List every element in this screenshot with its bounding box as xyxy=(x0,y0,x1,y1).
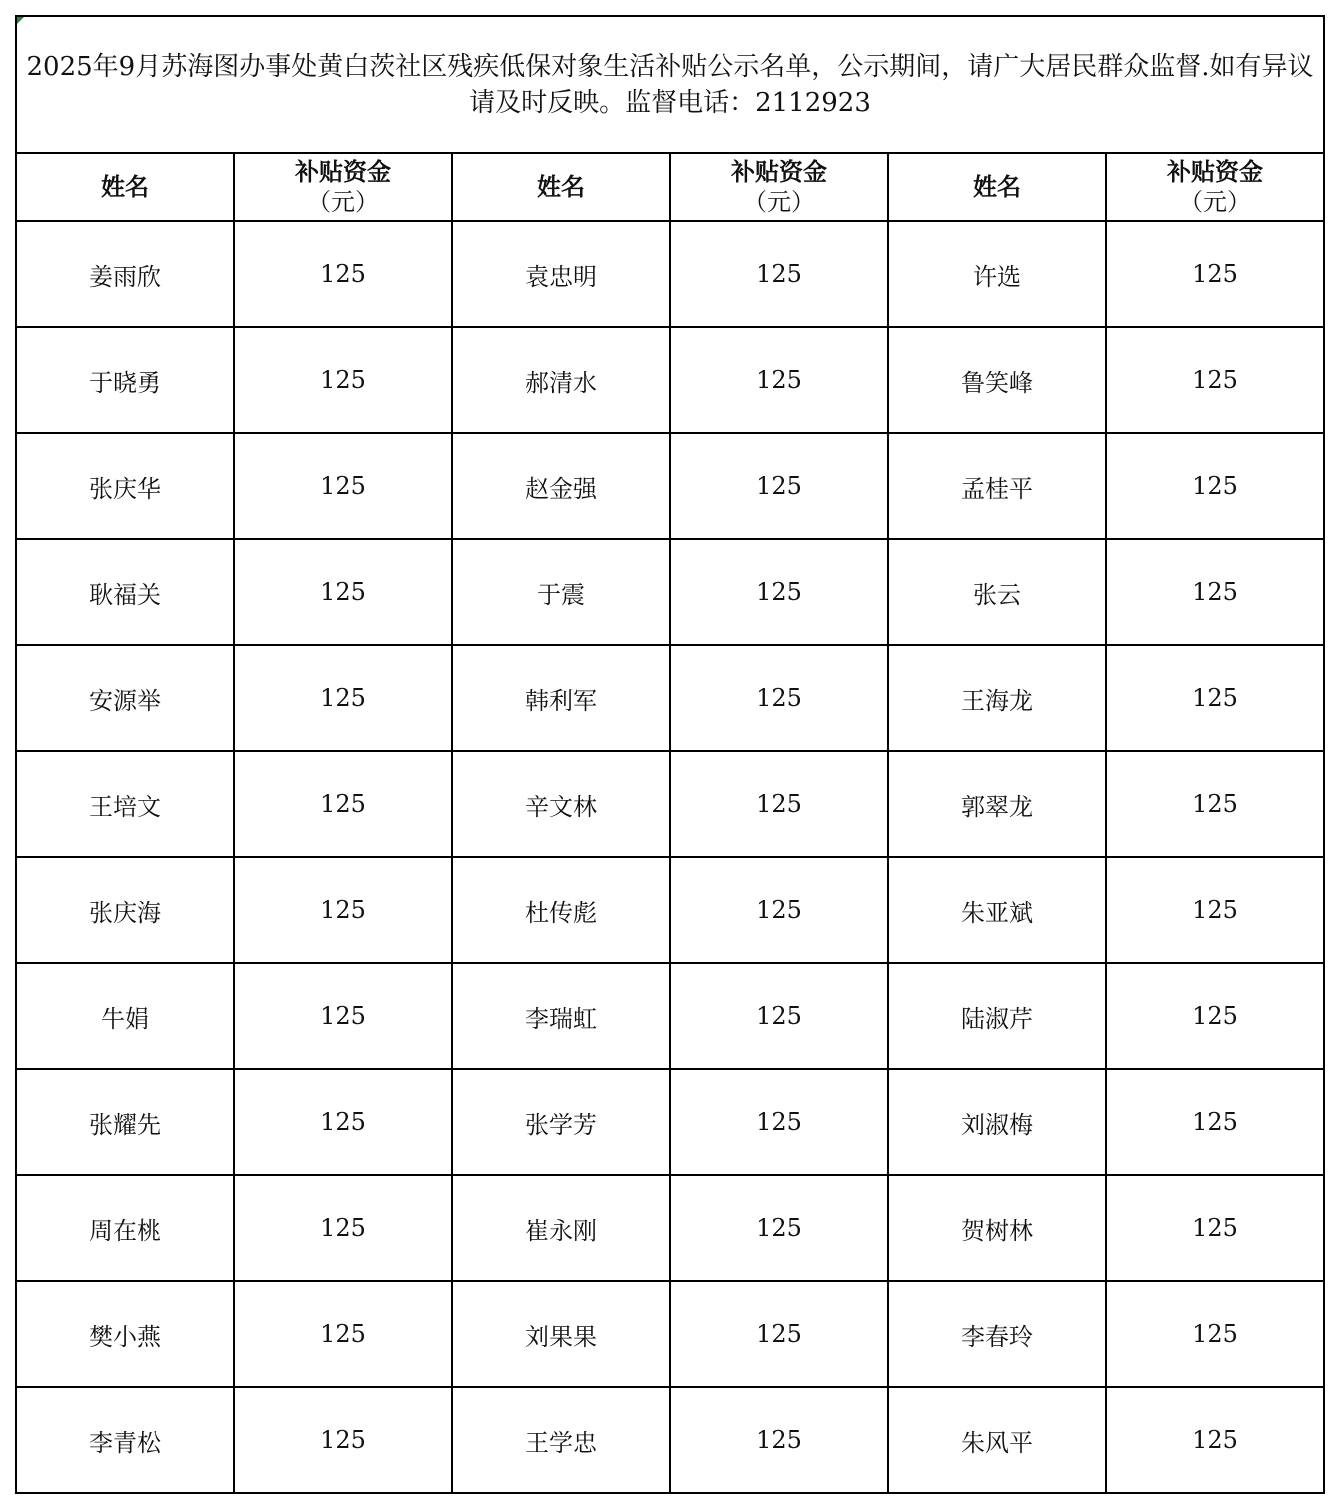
header-row xyxy=(16,153,1324,221)
person-name: 袁忠明 xyxy=(452,221,670,327)
subsidy-amount: 125 xyxy=(234,539,452,645)
subsidy-amount: 125 xyxy=(670,1281,888,1387)
table-body xyxy=(16,221,1324,1493)
person-name: 张庆华 xyxy=(16,433,234,539)
subsidy-amount: 125 xyxy=(1106,539,1324,645)
subsidy-amount: 125 xyxy=(234,751,452,857)
subsidy-amount: 125 xyxy=(234,1175,452,1281)
person-name: 李瑞虹 xyxy=(452,963,670,1069)
person-name: 郝清水 xyxy=(452,327,670,433)
subsidy-amount: 125 xyxy=(234,1387,452,1493)
person-name: 樊小燕 xyxy=(16,1281,234,1387)
table-row xyxy=(16,645,1324,751)
subsidy-amount: 125 xyxy=(1106,751,1324,857)
person-name: 李青松 xyxy=(16,1387,234,1493)
person-name: 姜雨欣 xyxy=(16,221,234,327)
table-row xyxy=(16,327,1324,433)
table-row xyxy=(16,433,1324,539)
person-name: 王培文 xyxy=(16,751,234,857)
subsidy-amount: 125 xyxy=(234,963,452,1069)
table-row xyxy=(16,857,1324,963)
subsidy-amount: 125 xyxy=(670,1175,888,1281)
table-row xyxy=(16,1175,1324,1281)
person-name: 于晓勇 xyxy=(16,327,234,433)
subsidy-amount: 125 xyxy=(234,1281,452,1387)
subsidy-amount: 125 xyxy=(234,327,452,433)
person-name: 李春玲 xyxy=(888,1281,1106,1387)
subsidy-amount: 125 xyxy=(1106,433,1324,539)
person-name: 于震 xyxy=(452,539,670,645)
subsidy-table xyxy=(15,15,1325,1494)
header-amount-2: 补贴资金 （元） xyxy=(670,153,888,221)
table-row xyxy=(16,751,1324,857)
person-name: 韩利军 xyxy=(452,645,670,751)
subsidy-amount: 125 xyxy=(670,963,888,1069)
person-name: 牛娟 xyxy=(16,963,234,1069)
subsidy-amount: 125 xyxy=(234,1069,452,1175)
person-name: 许选 xyxy=(888,221,1106,327)
header-amount-3: 补贴资金 （元） xyxy=(1106,153,1324,221)
subsidy-amount: 125 xyxy=(670,1387,888,1493)
person-name: 刘淑梅 xyxy=(888,1069,1106,1175)
subsidy-amount: 125 xyxy=(670,1069,888,1175)
person-name: 王海龙 xyxy=(888,645,1106,751)
table-row xyxy=(16,963,1324,1069)
table-row xyxy=(16,1069,1324,1175)
person-name: 张学芳 xyxy=(452,1069,670,1175)
header-name-2: 姓名 xyxy=(452,153,670,221)
subsidy-amount: 125 xyxy=(670,539,888,645)
person-name: 张庆海 xyxy=(16,857,234,963)
person-name: 安源举 xyxy=(16,645,234,751)
subsidy-amount: 125 xyxy=(1106,857,1324,963)
person-name: 辛文林 xyxy=(452,751,670,857)
subsidy-amount: 125 xyxy=(234,433,452,539)
person-name: 张耀先 xyxy=(16,1069,234,1175)
header-amount-1: 补贴资金 （元） xyxy=(234,153,452,221)
subsidy-amount: 125 xyxy=(670,857,888,963)
subsidy-amount: 125 xyxy=(1106,1387,1324,1493)
person-name: 赵金强 xyxy=(452,433,670,539)
subsidy-amount: 125 xyxy=(670,327,888,433)
subsidy-amount: 125 xyxy=(670,221,888,327)
spreadsheet xyxy=(15,15,1325,1496)
header-name-3: 姓名 xyxy=(888,153,1106,221)
person-name: 孟桂平 xyxy=(888,433,1106,539)
person-name: 周在桃 xyxy=(16,1175,234,1281)
person-name: 朱风平 xyxy=(888,1387,1106,1493)
person-name: 郭翠龙 xyxy=(888,751,1106,857)
person-name: 陆淑芹 xyxy=(888,963,1106,1069)
table-row xyxy=(16,539,1324,645)
person-name: 崔永刚 xyxy=(452,1175,670,1281)
header-name-1: 姓名 xyxy=(16,153,234,221)
subsidy-amount: 125 xyxy=(1106,1175,1324,1281)
subsidy-amount: 125 xyxy=(1106,963,1324,1069)
subsidy-amount: 125 xyxy=(1106,1069,1324,1175)
subsidy-amount: 125 xyxy=(670,433,888,539)
subsidy-amount: 125 xyxy=(670,645,888,751)
person-name: 耿福关 xyxy=(16,539,234,645)
subsidy-amount: 125 xyxy=(234,645,452,751)
subsidy-amount: 125 xyxy=(234,221,452,327)
notice-title: 2025年9月苏海图办事处黄白茨社区残疾低保对象生活补贴公示名单，公示期间，请广大居民群众监督.如有异议请及时反映。监督电话：2112923 xyxy=(16,16,1324,153)
table-row xyxy=(16,1281,1324,1387)
person-name: 张云 xyxy=(888,539,1106,645)
subsidy-amount: 125 xyxy=(1106,1281,1324,1387)
subsidy-amount: 125 xyxy=(1106,221,1324,327)
subsidy-amount: 125 xyxy=(1106,327,1324,433)
table-row xyxy=(16,1387,1324,1493)
person-name: 王学忠 xyxy=(452,1387,670,1493)
cell-selection-marker xyxy=(17,17,24,24)
subsidy-amount: 125 xyxy=(670,751,888,857)
person-name: 朱亚斌 xyxy=(888,857,1106,963)
subsidy-amount: 125 xyxy=(234,857,452,963)
person-name: 刘果果 xyxy=(452,1281,670,1387)
subsidy-amount: 125 xyxy=(1106,645,1324,751)
person-name: 鲁笑峰 xyxy=(888,327,1106,433)
person-name: 贺树林 xyxy=(888,1175,1106,1281)
person-name: 杜传彪 xyxy=(452,857,670,963)
table-row xyxy=(16,221,1324,327)
